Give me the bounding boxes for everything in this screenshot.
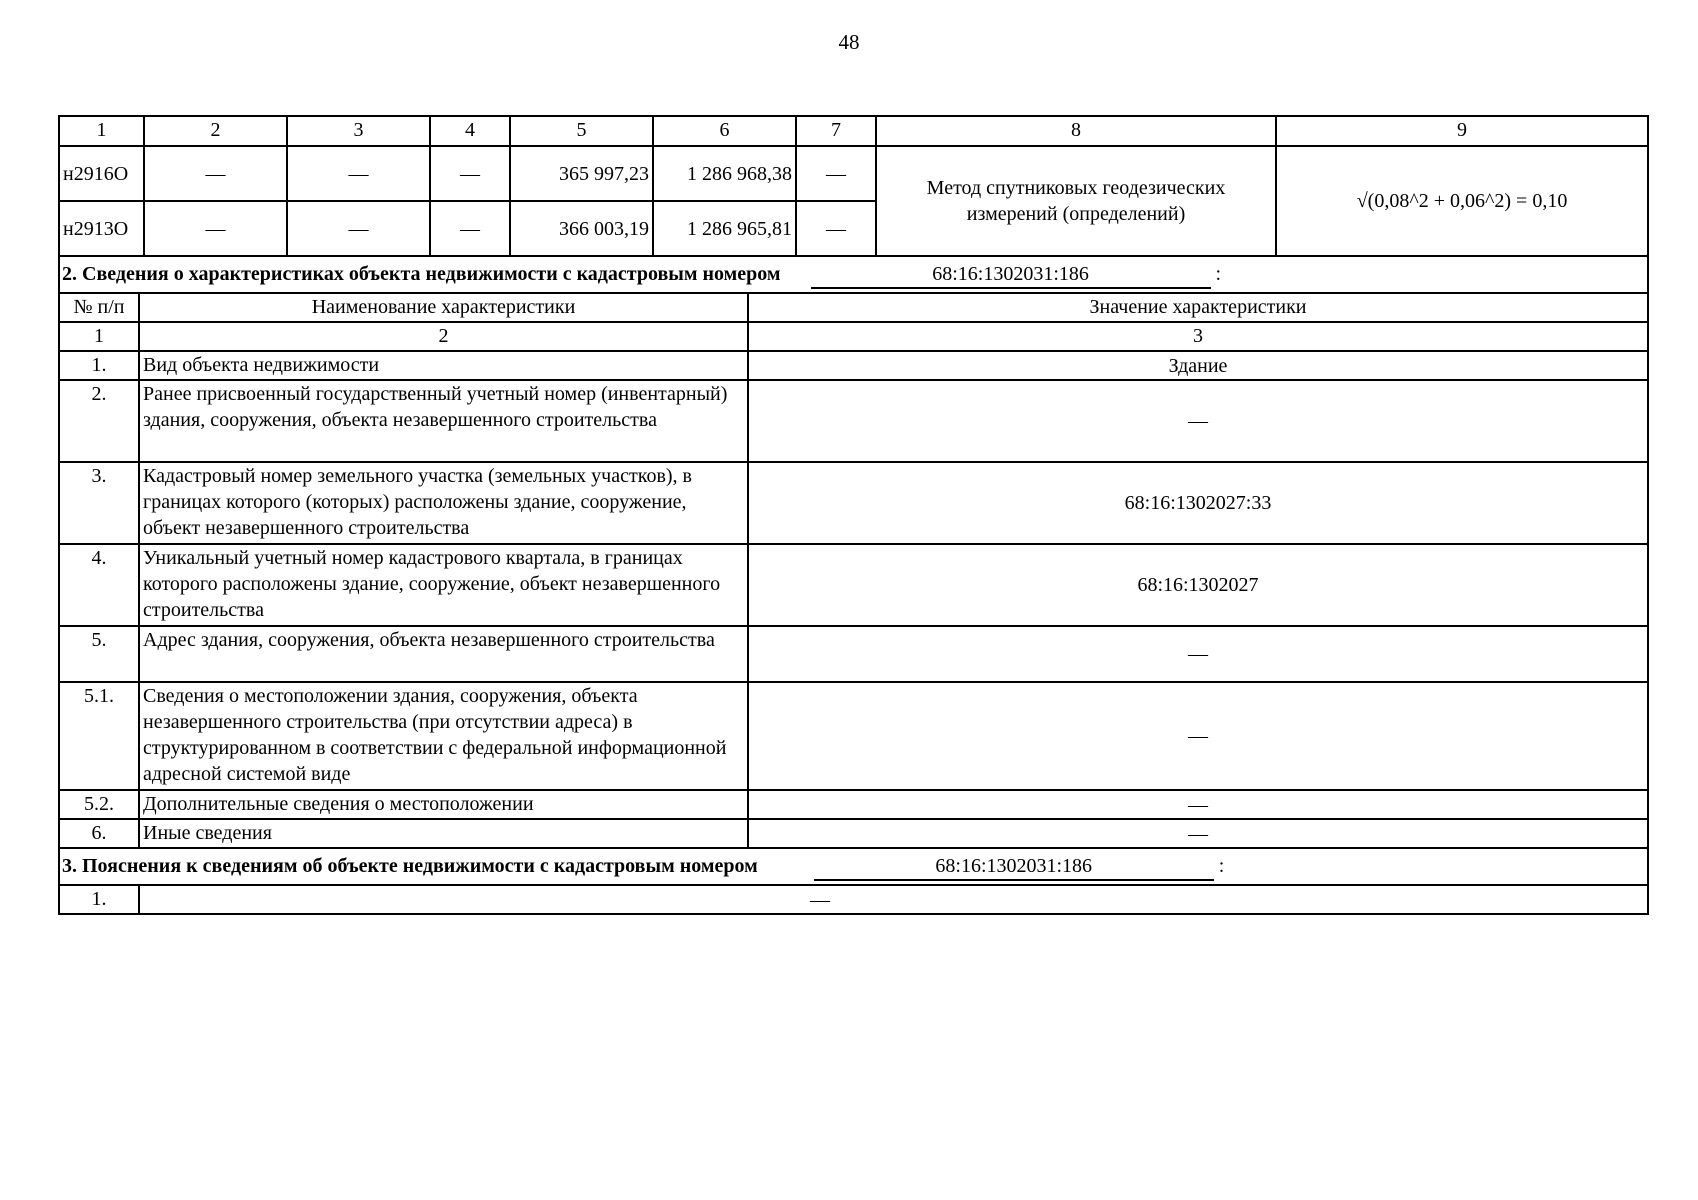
characteristic-value: 68:16:1302027 <box>748 544 1648 626</box>
characteristic-value: 68:16:1302027:33 <box>748 462 1648 544</box>
table-cell: — <box>796 201 876 256</box>
table-cell: — <box>796 146 876 201</box>
table-cell: — <box>287 201 430 256</box>
column-header: 1 <box>59 116 144 146</box>
table-row <box>59 885 1648 914</box>
column-header: № п/п <box>59 293 139 322</box>
accuracy-cell: √(0,08^2 + 0,06^2) = 0,10 <box>1276 146 1648 256</box>
table-row <box>59 544 1648 626</box>
index-row <box>59 322 1648 351</box>
characteristic-value: — <box>748 380 1648 462</box>
table-cell: — <box>287 146 430 201</box>
characteristic-name: Кадастровый номер земельного участка (земельных участков), в границах которого (которых) расположены здание, сооружение, объект незавершенного строительства <box>139 462 748 544</box>
table-cell: — <box>144 146 287 201</box>
coord-y: 1 286 965,81 <box>653 201 796 256</box>
characteristic-name: Иные сведения <box>139 819 748 848</box>
coordinates-table <box>58 115 1649 257</box>
row-number: 1. <box>59 885 139 914</box>
characteristic-name: Уникальный учетный номер кадастрового квартала, в границах которого расположены здание, сооружение, объект незавершенного строительства <box>139 544 748 626</box>
coord-x: 366 003,19 <box>510 201 653 256</box>
row-number: 3. <box>59 462 139 544</box>
column-header: 2 <box>144 116 287 146</box>
column-index: 1 <box>59 322 139 351</box>
characteristic-name: Адрес здания, сооружения, объекта незавершенного строительства <box>139 626 748 682</box>
characteristic-value: — <box>748 790 1648 819</box>
column-header: 3 <box>287 116 430 146</box>
row-number: 5. <box>59 626 139 682</box>
column-header: 9 <box>1276 116 1648 146</box>
section-title-row <box>59 256 1648 293</box>
explanation-text: — <box>139 885 1648 914</box>
page-number: 48 <box>838 30 860 54</box>
characteristic-name: Дополнительные сведения о местоположении <box>139 790 748 819</box>
method-cell: Метод спутниковых геодезических измерений (определений) <box>876 146 1276 256</box>
column-header: Наименование характеристики <box>139 293 748 322</box>
table-row <box>59 462 1648 544</box>
coord-x: 365 997,23 <box>510 146 653 201</box>
point-name: н2913О <box>59 201 144 256</box>
characteristic-value: — <box>748 819 1648 848</box>
table-cell: — <box>430 201 510 256</box>
characteristic-value: Здание <box>748 351 1648 380</box>
table-row <box>59 351 1648 380</box>
characteristics-table <box>58 255 1649 915</box>
section-title-row <box>59 848 1648 885</box>
table-row <box>59 626 1648 682</box>
point-name: н2916О <box>59 146 144 201</box>
column-header: 4 <box>430 116 510 146</box>
characteristic-value: — <box>748 682 1648 790</box>
cadastral-number: 68:16:1302031:186 <box>814 853 1214 881</box>
characteristic-name: Вид объекта недвижимости <box>139 351 748 380</box>
column-header: Значение характеристики <box>748 293 1648 322</box>
column-header: 8 <box>876 116 1276 146</box>
table-row <box>59 819 1648 848</box>
column-index: 3 <box>748 322 1648 351</box>
column-header: 7 <box>796 116 876 146</box>
row-number: 2. <box>59 380 139 462</box>
coord-y: 1 286 968,38 <box>653 146 796 201</box>
row-number: 6. <box>59 819 139 848</box>
table-row <box>59 790 1648 819</box>
column-header: 6 <box>653 116 796 146</box>
section3-title: 3. Пояснения к сведениям об объекте недвижимости с кадастровым номером <box>62 854 758 877</box>
table-cell: — <box>144 201 287 256</box>
header-row <box>59 293 1648 322</box>
characteristic-value: — <box>748 626 1648 682</box>
cadastral-number: 68:16:1302031:186 <box>811 261 1211 289</box>
section2-title: 2. Сведения о характеристиках объекта недвижимости с кадастровым номером <box>62 262 781 285</box>
row-number: 1. <box>59 351 139 380</box>
coordinates-header-row <box>59 116 1648 146</box>
colon: : <box>1218 854 1225 877</box>
column-header: 5 <box>510 116 653 146</box>
table-row <box>59 682 1648 790</box>
row-number: 5.1. <box>59 682 139 790</box>
colon: : <box>1215 262 1222 285</box>
characteristic-name: Сведения о местоположении здания, сооружения, объекта незавершенного строительства (при отсутствии адреса) в структурированном в соответствии с федеральной информационной адресной системой виде <box>139 682 748 790</box>
table-row <box>59 146 1648 201</box>
row-number: 4. <box>59 544 139 626</box>
characteristic-name: Ранее присвоенный государственный учетный номер (инвентарный) здания, сооружения, объекта незавершенного строительства <box>139 380 748 462</box>
table-row <box>59 380 1648 462</box>
table-cell: — <box>430 146 510 201</box>
column-index: 2 <box>139 322 748 351</box>
row-number: 5.2. <box>59 790 139 819</box>
